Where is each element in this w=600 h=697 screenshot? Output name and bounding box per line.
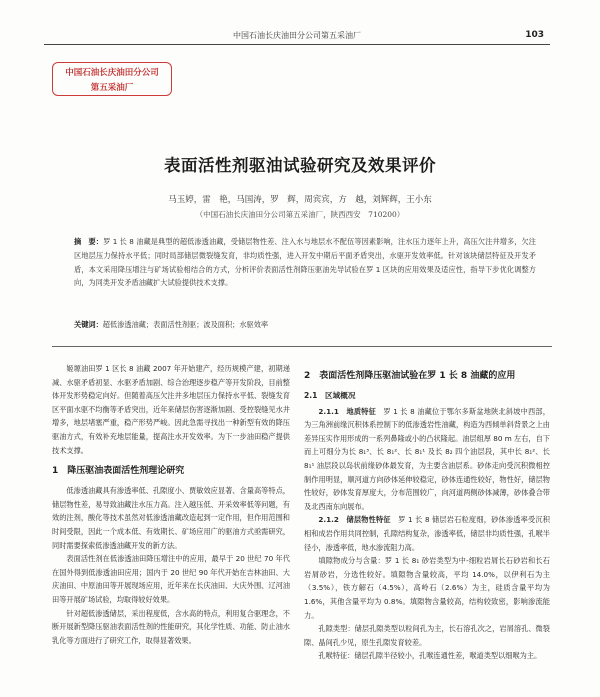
section-2-1-2-paragraph: [304, 513, 550, 554]
section-1-paragraph-2: 表面活性剂在低渗透油田降压增注中的应用，最早于 20 世纪 70 年代在国外得到低渗透油田应用；国内于 20 世纪 90 年代开始在吉林油田、大庆油田、中原油田等开展现场应用，近年来在长庆油田、大庆外围、辽河油田等开展矿场试验，均取得较好效果。: [52, 554, 290, 604]
company-stamp-line1: 中国石油长庆油田分公司: [65, 68, 159, 78]
journal-name: 中国石油长庆油田分公司第五采油厂: [233, 31, 361, 40]
company-stamp-line2: 第五采油厂: [90, 83, 134, 93]
composition-paragraph: 填隙物成分与含量：罗 1 长 8₁ 砂岩类型为中-细粒岩屑长石砂岩和长石岩屑砂岩，分选性较好。填隙物含量较高，平均 14.0%，以伊利石为主（3.5%），铁方解石（4.5%），高岭石（2.6%）为主，硅质含量平均为 1.6%，其他含量平均为 0.8%。填隙物含量较高，结构较致密，影响渗流能力。: [304, 556, 550, 620]
section-1-paragraph-3: 针对超低渗透储层，采出程度低，含水高的特点，利用复合驱理念，不断开展新型降压驱油表面活性剂的性能研究，其化学性质、功能、防止油水乳化等方面进行了研究工作，取得显著效果。: [52, 608, 290, 645]
keywords-label: 关键词：: [74, 320, 103, 329]
right-column: [304, 362, 550, 663]
section-2-1-2-label: 2.1.2 储层物性特征: [318, 515, 391, 525]
keywords-text: 超低渗透油藏；表面活性剂驱；波及面积；水驱效率: [102, 320, 269, 329]
intro-paragraph: 姬塬油田罗 1 区长 8 油藏 2007 年开始建产，经历规模产建，初期递减、水驱矛盾初显、水驱矛盾加剧、综合治理逐步稳产等开发阶段，目前整体开发形势稳定向好。但随着高压欠注井多地层压力保持水平低、裂缝发育区平面水驱不均衡等矛盾突出，近年来储层伤害逐渐加剧、受控裂缝见水井增多，地层堵塞严重，稳产形势严峻。因此急需寻找出一种新型有效的降压驱油方式，有效补充地层能量，提高注水开发效率。为下一步油田稳产提供技术支撑。: [52, 364, 290, 455]
pore-type-paragraph: 孔隙类型：储层孔隙类型以粒间孔为主，长石溶孔次之，岩屑溶孔、微裂隙、晶间孔少见，原生孔隙发育较差。: [304, 624, 550, 647]
abstract: [74, 235, 536, 290]
abstract-label: 摘 要：: [74, 237, 104, 246]
section-2-1-heading: 2.1 区域概况: [304, 391, 356, 400]
left-column: [52, 362, 290, 647]
section-1-paragraph-1: 低渗透油藏具有渗透率低、孔隙度小、贾敏效应显著、含量高等特点，储层物性差，易导致油藏注水压力高。注入越压低、开采效率低等问题，有效的注剂，酸化等技术虽然对低渗透油藏改造起到一定作用，但作用范围和时间受限，因此一个成本低、有效期长、矿场应用广的驱油方式亟需研究，同时需要探索低渗透油藏开发的新方法。: [52, 486, 290, 550]
company-stamp: [52, 62, 172, 96]
abstract-text: 罗 1 长 8 油藏是典型的超低渗透油藏，受储层物性差、注入水与地层水不配伍等因素影响，注水压力逐年上升，高压欠注井增多，欠注区地层压力保持水平低；同时局部储层微裂缝发育，非均质性强，进入开发中期后平面矛盾突出，水驱开发效率低。针对该块储层特征及开发矛盾，本文采用降压增注与矿场试验相结合的方式，分析评价表面活性剂降压驱油先导试验在罗 1 区块的应用效果及适应性，指导下步优化调整方向，为同类开发矛盾油藏扩大试验提供技术支撑。: [74, 237, 536, 288]
section-2-1-1-paragraph: [304, 405, 550, 514]
section-2-1-1-label: 2.1.1 地质特征: [318, 406, 376, 416]
section-divider: [52, 346, 552, 347]
throat-paragraph: 孔喉特征：储层孔隙半径较小，孔喉连通性差，喉道类型以细喉为主。: [318, 651, 542, 661]
keywords: [74, 320, 536, 330]
section-1-heading: 1 降压驱油表面活性剂理论研究: [52, 466, 185, 477]
section-2-1-1-text: 罗 1 长 8 油藏位于鄂尔多斯盆地陕北斜坡中西部，为三角洲前缘沉积体系控制下的低渗透岩性油藏，构造为西倾单斜背景之上由差异压实作用形成的一系列鼻隆或小的凸状隆起。油层组厚 80 m 左右，自下而上可细分为长 8₁³、长 8₁²、长 8₁¹ 及长 8₂ 四个油层段，其中长 8₁²、长 8₁¹ 油层段以岛状前缘砂体最发育，为主要含油层系。砂体走向受沉积微相控制作用明显，顺河道方向砂体延伸较稳定，砂体连通性较好，物性好，储层物性较好，砂体发育厚度大，分布范围较广，向河道两侧砂体减薄，砂体叠合带及北西南东向展布。: [304, 406, 550, 511]
article-title: 表面活性剂驱油试验研究及效果评价: [164, 156, 436, 175]
section-2-heading: 2 表面活性剂降压驱油试验在罗 1 长 8 油藏的应用: [304, 371, 516, 381]
running-header: [44, 30, 550, 45]
page-number: 103: [525, 30, 544, 40]
affiliation: （中国石油长庆油田分公司第五采油厂，陕西西安 710200）: [195, 210, 405, 219]
author-list: 马玉婷，雷 艳，马国涛，罗 辉，周宾宾，方 越，刘辉辉，王小东: [168, 195, 432, 205]
section-2-1-2-text: 罗 1 长 8 储层岩石粒度细，砂体渗透率受沉积相和成岩作用共同控制，孔隙结构复杂，渗透率低，储层非均质性强，孔喉半径小，渗透率低，地水渗流阻力高。: [304, 515, 550, 552]
